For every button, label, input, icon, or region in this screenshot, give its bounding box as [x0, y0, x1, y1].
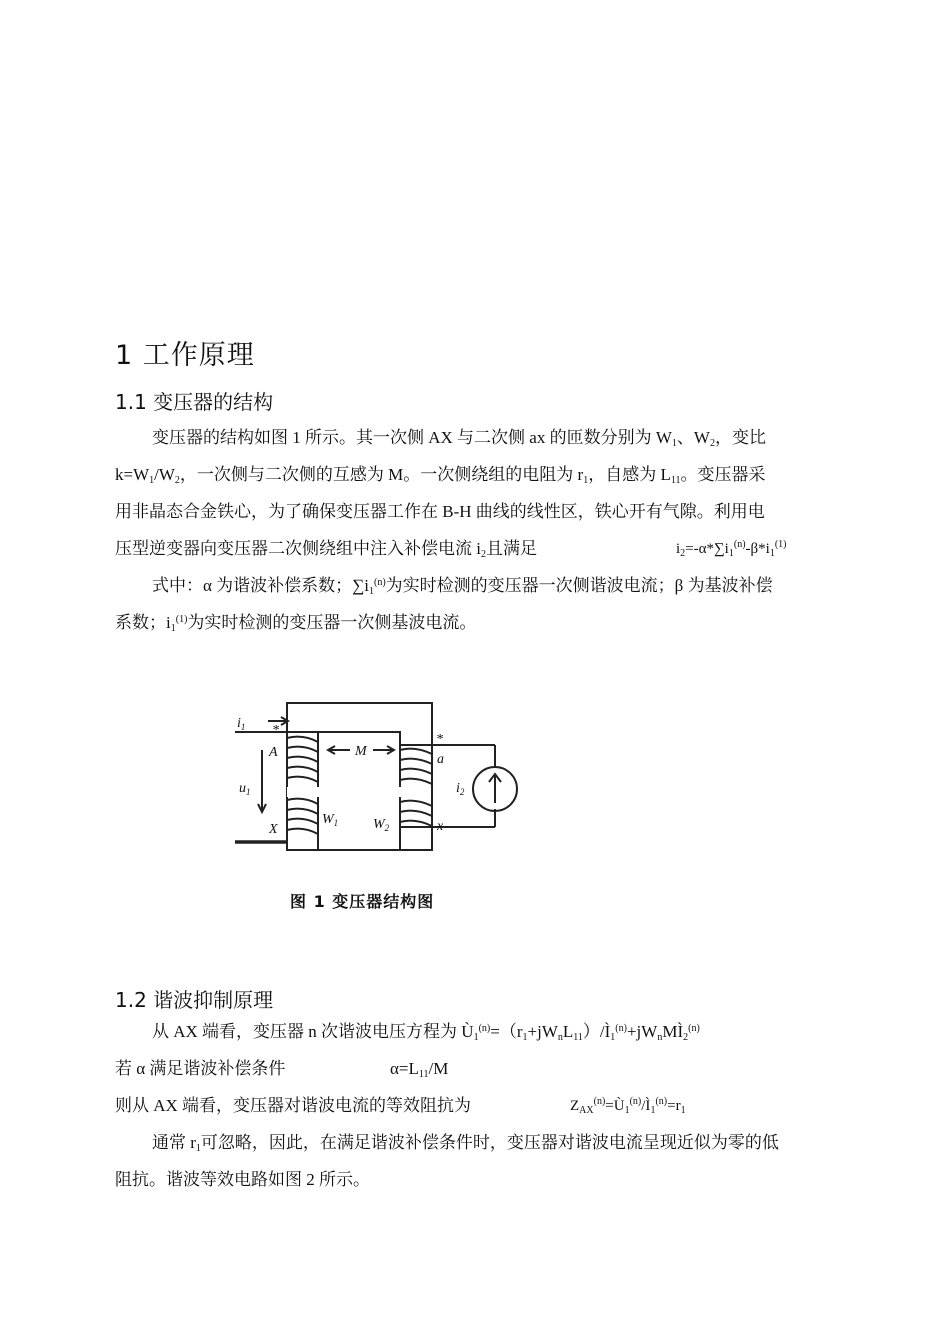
figure-caption: 图 1 变压器结构图 — [290, 892, 435, 911]
label-M: M — [355, 744, 367, 759]
section-heading-1-2: 1.2 谐波抑制原理 — [115, 988, 274, 1012]
paragraph-line: 系数；$i_1^{(1)}$为实时检测的变压器一次侧基波电流。 — [115, 613, 477, 634]
paragraph-line: 压型逆变器向变压器二次侧绕组中注入补偿电流 $i_2$且满足 — [115, 539, 537, 560]
equation-3: $Z_{AX}^{(n)}=Ù_1^{(n)}/Ì_1^{(n)}=r_1$ — [570, 1096, 686, 1116]
label-star-primary: * — [272, 723, 279, 738]
label-W1: $W_1$ — [322, 812, 339, 828]
section-heading-1: 1 工作原理 — [115, 340, 255, 371]
label-star-secondary: * — [436, 732, 443, 747]
label-u1: $u_1$ — [239, 781, 251, 797]
paragraph-line: 通常 $r_1$可忽略，因此，在满足谐波补偿条件时，变压器对谐波电流呈现近似为零的低 — [152, 1133, 779, 1154]
paragraph-line: 则从 AX 端看，变压器对谐波电流的等效阻抗为 — [115, 1096, 472, 1115]
paragraph-line: $k=W_1/W_2$，一次侧与二次侧的互感为 M。一次侧绕组的电阻为 $r_1$，自感为 $L_{11}$。变压器采 — [115, 465, 766, 486]
paragraph-line: 阻抗。谐波等效电路如图 2 所示。 — [115, 1170, 370, 1189]
label-W2: $W_2$ — [373, 817, 390, 833]
label-A: A — [269, 745, 278, 760]
paragraph-line: 从 AX 端看，变压器 n 次谐波电压方程为 $Ù_1^{(n)}=(r_1+jW_nL_{11})/Ì_1^{(n)}+jW_nMÌ_2^{(n)}$ — [152, 1022, 700, 1043]
label-X: X — [269, 822, 278, 837]
equation-1: $i_2=-\alpha*\sum i_1^{(n)}-\beta*i_1^{(1)}$ — [676, 539, 787, 559]
section-heading-1-1: 1.1 变压器的结构 — [115, 390, 274, 414]
label-i1: $i_1$ — [237, 716, 246, 732]
paragraph-line: 式中：α 为谐波补偿系数；$\sum i_1^{(n)}$为实时检测的变压器一次侧谐波电流；β 为基波补偿 — [152, 576, 773, 597]
paragraph-line: 用非晶态合金铁心，为了确保变压器工作在 B-H 曲线的线性区，铁心开有气隙。利用电 — [115, 502, 765, 521]
label-x: x — [437, 819, 444, 834]
equation-2: $\alpha=L_{11}/M$ — [390, 1059, 449, 1080]
label-i2: $i_2$ — [456, 781, 465, 797]
primary-winding — [287, 737, 318, 834]
label-a: a — [437, 752, 444, 767]
paragraph-line: 若 α 满足谐波补偿条件 — [115, 1059, 286, 1078]
transformer-structure-figure — [225, 690, 545, 920]
paragraph-line: 变压器的结构如图 1 所示。其一次侧 AX 与二次侧 ax 的匝数分别为 $W_1$、$W_2$，变比 — [152, 428, 766, 449]
